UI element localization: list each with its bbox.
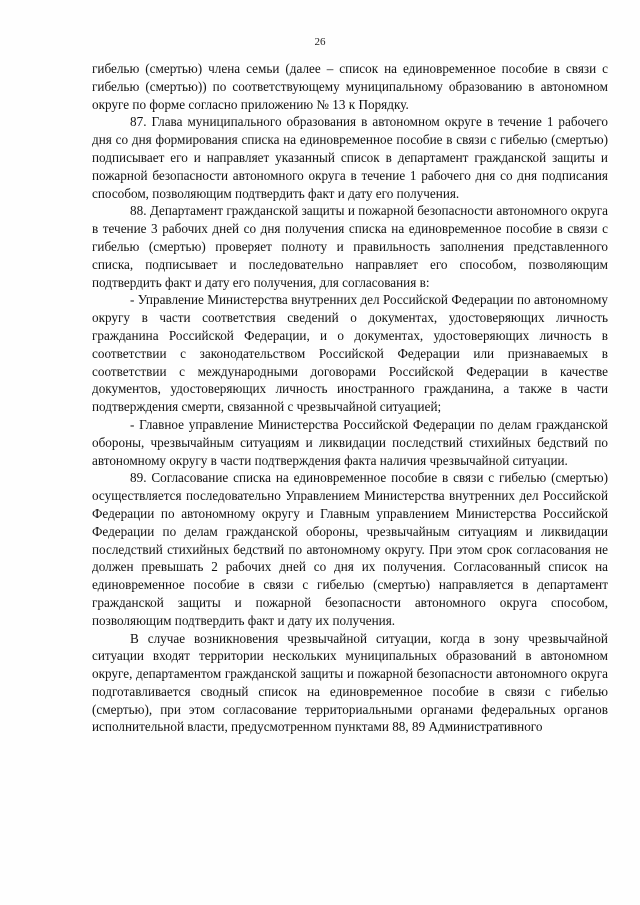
page-number: 26 [314, 36, 326, 48]
list-item-mchs: - Главное управление Министерства Российской Федерации по делам гражданской обороны, чрезвычайным ситуациям и ликвидации последствий стихийных бедствий по автономному округу в части подтверждения факта наличия чрезвычайной ситуации. [92, 416, 608, 468]
paragraph-88: 88. Департамент гражданской защиты и пожарной безопасности автономного округа в течение 3 рабочих дней со дня получения списка на единовременное пособие в связи с гибелью (смертью) проверяет полноту и правильность заполнения представленного списка, подписывает и последовательно направляет его способом, позволяющим подтвердить факт и дату его получения, для согласования в: [92, 203, 608, 290]
list-item-mvd: - Управление Министерства внутренних дел Российской Федерации по автономному округу в части соответствия сведений о документах, удостоверяющих личность гражданина Российской Федерации, и о документах, удостоверяющих личность в соответствии с законодательством Российской Федерации или признаваемых в соответствии с международными договорами Российской Федерации в качестве документов, удостоверяющих личность иностранного гражданина, а также в части подтверждения смерти, связанной с чрезвычайной ситуацией; [92, 292, 608, 415]
paragraph-89: 89. Согласование списка на единовременное пособие в связи с гибелью (смертью) осуществляется последовательно Управлением Министерства внутренних дел Российской Федерации по автономному округу и Главным управлением Министерства Российской Федерации по делам гражданской обороны, чрезвычайным ситуациям и ликвидации последствий стихийных бедствий по автономному округу. При этом срок согласования не должен превышать 2 рабочих дней со дня их получения. Согласованный список на единовременное пособие в связи с гибелью (смертью) направляется в департамент гражданской защиты и пожарной безопасности автономного округа способом, позволяющим подтвердить факт и дату их получения. [92, 470, 608, 628]
paragraph-emergency-case: В случае возникновения чрезвычайной ситуации, когда в зону чрезвычайной ситуации входят территории нескольких муниципальных образований в автономном округе, департаментом гражданской защиты и пожарной безопасности автономного округа подготавливается сводный список на единовременное пособие в связи с гибелью (смертью), при этом согласование территориальными органами федеральных органов исполнительной власти, предусмотренном пунктами 88, 89 Административного [92, 630, 608, 735]
paragraph-continuation: гибелью (смертью) члена семьи (далее – список на единовременное пособие в связи с гибелью (смертью)) по соответствующему муниципальному образованию в автономном округе по форме согласно приложению № 13 к Порядку. [92, 61, 608, 112]
paragraph-87: 87. Глава муниципального образования в автономном округе в течение 1 рабочего дня со дня формирования списка на единовременное пособие в связи с гибелью (смертью) подписывает его и направляет указанный список в департамент гражданской защиты и пожарной безопасности автономного округа в течение 1 рабочего дня со дня подписания способом, позволяющим подтвердить факт и дату его получения. [92, 114, 608, 201]
document-body [92, 60, 608, 736]
